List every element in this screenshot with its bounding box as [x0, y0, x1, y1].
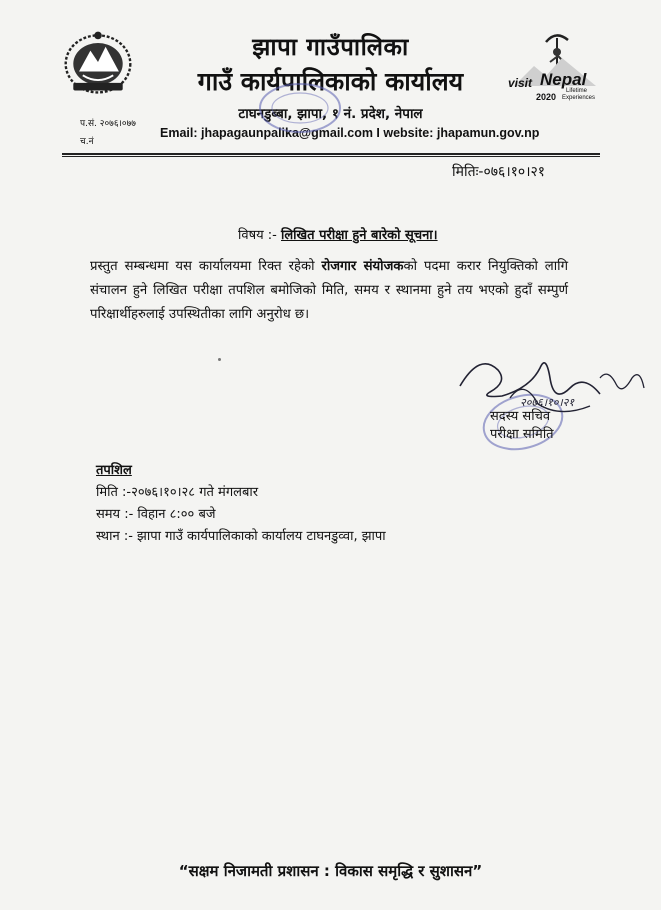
notice-body: [90, 255, 568, 327]
handwritten-signature: [450, 348, 650, 428]
signature-date: २०७६।१०।२१: [520, 396, 575, 409]
fiscal-year: प.सं. २०७६।०७७: [80, 119, 136, 129]
exam-place: स्थान :- झापा गाउँ कार्यपालिकाको कार्यालय टाघनडुव्वा, झापा: [96, 529, 386, 544]
subject-text: लिखित परीक्षा हुने बारेको सूचना।: [281, 228, 438, 243]
footer-motto: “सक्षम निजामती प्रशासन : विकास समृद्धि र सुशासन”: [178, 862, 483, 880]
office-address: टाघनडुब्बा, झापा, १ नं. प्रदेश, नेपाल: [238, 106, 423, 122]
municipality-name: झापा गाउँपालिका: [252, 33, 409, 61]
signatory-committee: परीक्षा समिति: [490, 427, 554, 442]
office-stamp-icon: [240, 78, 360, 138]
details-title: तपशिल: [96, 463, 132, 478]
lifetime-label: Lifetime: [566, 88, 588, 94]
experiences-label: Experiences: [562, 95, 596, 101]
exam-date: मिति :-२०७६।१०।२८ गते मंगलबार: [96, 485, 259, 500]
visit-label: visit: [508, 76, 533, 90]
subject-line: [238, 225, 438, 243]
signatory-title: सदस्य सचिव: [490, 409, 551, 424]
office-name: गाउँ कार्यपालिकाको कार्यालय: [197, 67, 464, 96]
exam-time: समय :- विहान ८:०० बजे: [96, 507, 216, 522]
subject-label: विषय :-: [238, 228, 277, 243]
body-part1: प्रस्तुत सम्बन्धमा यस कार्यालयमा रिक्त रहेको: [90, 259, 322, 274]
year-label: 2020: [536, 92, 557, 102]
body-part2: को पदमा करार नियुक्तिको लागि संचालन हुने लिखित परीक्षा तपशिल बमोजिको मिति, समय र स्थानमा हुने तय भएको हुदाँ सम्पुर्ण परिक्षार्थीहरुलाई उपस्थितीका लागि अनुरोध छ।: [90, 259, 569, 322]
contact-info: Email: jhapagaunpalika@gmail.com I website: jhapamun.gov.np: [160, 126, 540, 140]
nepal-label: Nepal: [540, 70, 587, 89]
header-divider: [62, 153, 600, 155]
paper-speck: [218, 358, 221, 361]
reference-number: च.नं: [80, 137, 94, 147]
exam-details: [96, 460, 386, 548]
notice-date: मितिः-०७६।१०।२१: [452, 164, 546, 180]
post-name: रोजगार संयोजक: [321, 259, 404, 274]
header-divider-thin: [62, 156, 600, 157]
